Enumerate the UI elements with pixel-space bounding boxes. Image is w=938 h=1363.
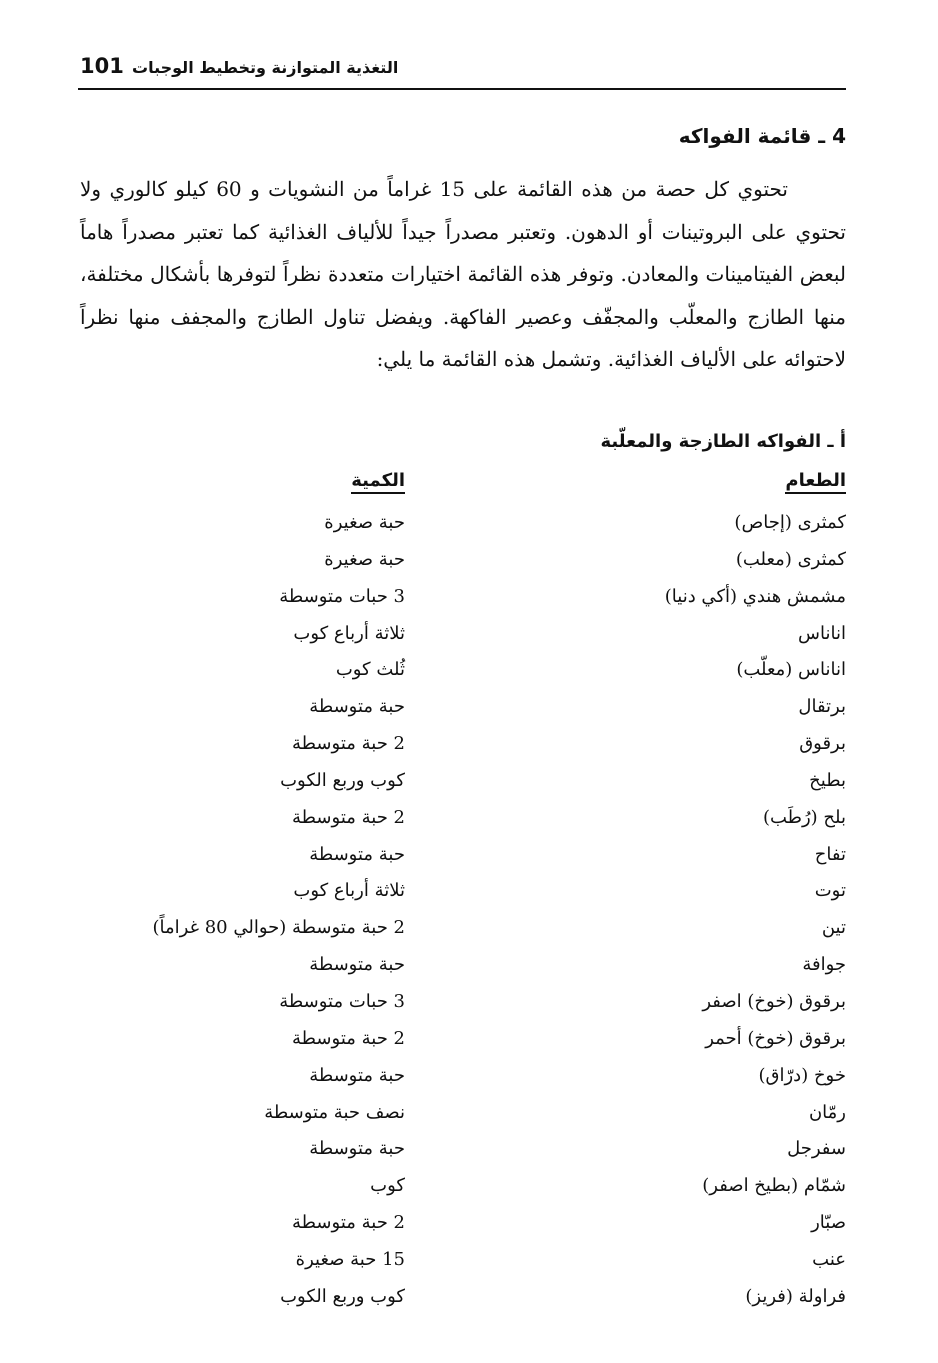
quantity-cell: 2 حبة متوسطة (292, 1212, 405, 1234)
table-row (80, 1020, 846, 1057)
food-column-header: الطعام (785, 470, 846, 494)
food-cell: جوافة (802, 954, 846, 976)
header-rule (78, 88, 846, 90)
food-cell: برقوق (خوخ) أحمر (705, 1027, 846, 1049)
table-row (80, 909, 846, 946)
table-row (80, 872, 846, 909)
quantity-cell: 3 حبات متوسطة (279, 990, 405, 1012)
food-cell: تفاح (814, 843, 846, 865)
food-cell: اناناس (798, 622, 846, 644)
food-cell: بطيخ (809, 769, 846, 791)
food-cell: سفرجل (787, 1138, 846, 1160)
food-cell: برقوق (خوخ) اصفر (702, 990, 846, 1012)
fruit-table (80, 470, 846, 1315)
quantity-cell: 2 حبة متوسطة (292, 806, 405, 828)
quantity-cell: حبة صغيرة (324, 548, 405, 570)
quantity-cell: كوب وربع الكوب (280, 769, 405, 791)
quantity-cell: حبة صغيرة (324, 512, 405, 533)
food-cell: برقوق (799, 733, 846, 755)
quantity-cell: 2 حبة متوسطة (حوالي 80 غراماً) (152, 917, 405, 939)
food-cell: كمثرى (إجاص) (734, 512, 846, 533)
table-row (80, 1278, 846, 1315)
quantity-cell: ثلاثة أرباع كوب (293, 880, 405, 902)
table-row (80, 1094, 846, 1131)
quantity-cell: 3 حبات متوسطة (279, 585, 405, 607)
quantity-cell: حبة متوسطة (309, 954, 405, 976)
table-row (80, 1241, 846, 1278)
food-cell: رمّان (808, 1101, 846, 1123)
food-cell: صبّار (811, 1212, 846, 1234)
subsection-title: أ ـ الفواكه الطازجة والمعلّبة (600, 431, 846, 452)
table-row (80, 688, 846, 725)
table-row (80, 541, 846, 578)
intro-paragraph: تحتوي كل حصة من هذه القائمة على 15 غراماً من النشويات و 60 كيلو كالوري ولا تحتوي على البروتينات أو الدهون. وتعتبر مصدراً جيداً للألياف الغذائية كما تعتبر مصدراً هاماً لبعض الفيتامينات والمعادن. وتوفر هذه القائمة اختيارات متعددة نظراً لتوفرها بأشكال مختلفة، منها الطازج والمعلّب والمجفّف وعصير الفاكهة. ويفضل تناول الطازج والمجفف منها نظراً لاحتوائه على الألياف الغذائية. وتشمل هذه القائمة ما يلي: (80, 177, 846, 371)
food-cell: بلح (رُطَب) (762, 806, 846, 828)
table-row (80, 762, 846, 799)
food-cell: تين (821, 917, 846, 939)
quantity-cell: حبة متوسطة (309, 843, 405, 865)
table-row (80, 836, 846, 873)
quantity-cell: حبة متوسطة (309, 1064, 405, 1086)
food-cell: عنب (812, 1248, 846, 1270)
table-row (80, 946, 846, 983)
food-cell: كمثرى (معلب) (735, 548, 846, 570)
food-cell: فراولة (فريز) (745, 1285, 846, 1307)
quantity-column-header: الكمية (351, 470, 405, 494)
food-cell: اناناس (معلّب) (736, 659, 846, 681)
table-row (80, 1167, 846, 1204)
food-cell: توت (814, 880, 846, 902)
section-title: 4 ـ قائمة الفواكه (678, 124, 846, 148)
quantity-cell: 15 حبة صغيرة (295, 1248, 405, 1270)
food-cell: شمّام (بطيخ اصفر) (702, 1175, 846, 1197)
table-row (80, 1204, 846, 1241)
table-header-row (80, 470, 846, 504)
table-row (80, 725, 846, 762)
food-cell: خوخ (درّاق) (758, 1064, 846, 1086)
table-row (80, 799, 846, 836)
table-row (80, 651, 846, 688)
food-cell: مشمش هندي (أكي دنيا) (664, 585, 846, 607)
quantity-cell: 2 حبة متوسطة (292, 733, 405, 755)
table-row (80, 504, 846, 541)
quantity-cell: ثلاثة أرباع كوب (293, 622, 405, 644)
quantity-cell: كوب وربع الكوب (280, 1285, 405, 1307)
table-row (80, 578, 846, 615)
quantity-cell: كوب (370, 1175, 405, 1197)
table-row (80, 1130, 846, 1167)
quantity-cell: 2 حبة متوسطة (292, 1027, 405, 1049)
table-row (80, 615, 846, 652)
page-number: 101 (80, 54, 124, 78)
table-row (80, 1057, 846, 1094)
quantity-cell: نصف حبة متوسطة (264, 1101, 405, 1123)
quantity-cell: حبة متوسطة (309, 696, 405, 718)
quantity-cell: ثُلث كوب (335, 659, 405, 681)
running-head: التغذية المتوازنة وتخطيط الوجبات (132, 58, 399, 77)
food-cell: برتقال (798, 696, 846, 718)
table-row (80, 983, 846, 1020)
quantity-cell: حبة متوسطة (309, 1138, 405, 1160)
table-body (80, 504, 846, 1315)
